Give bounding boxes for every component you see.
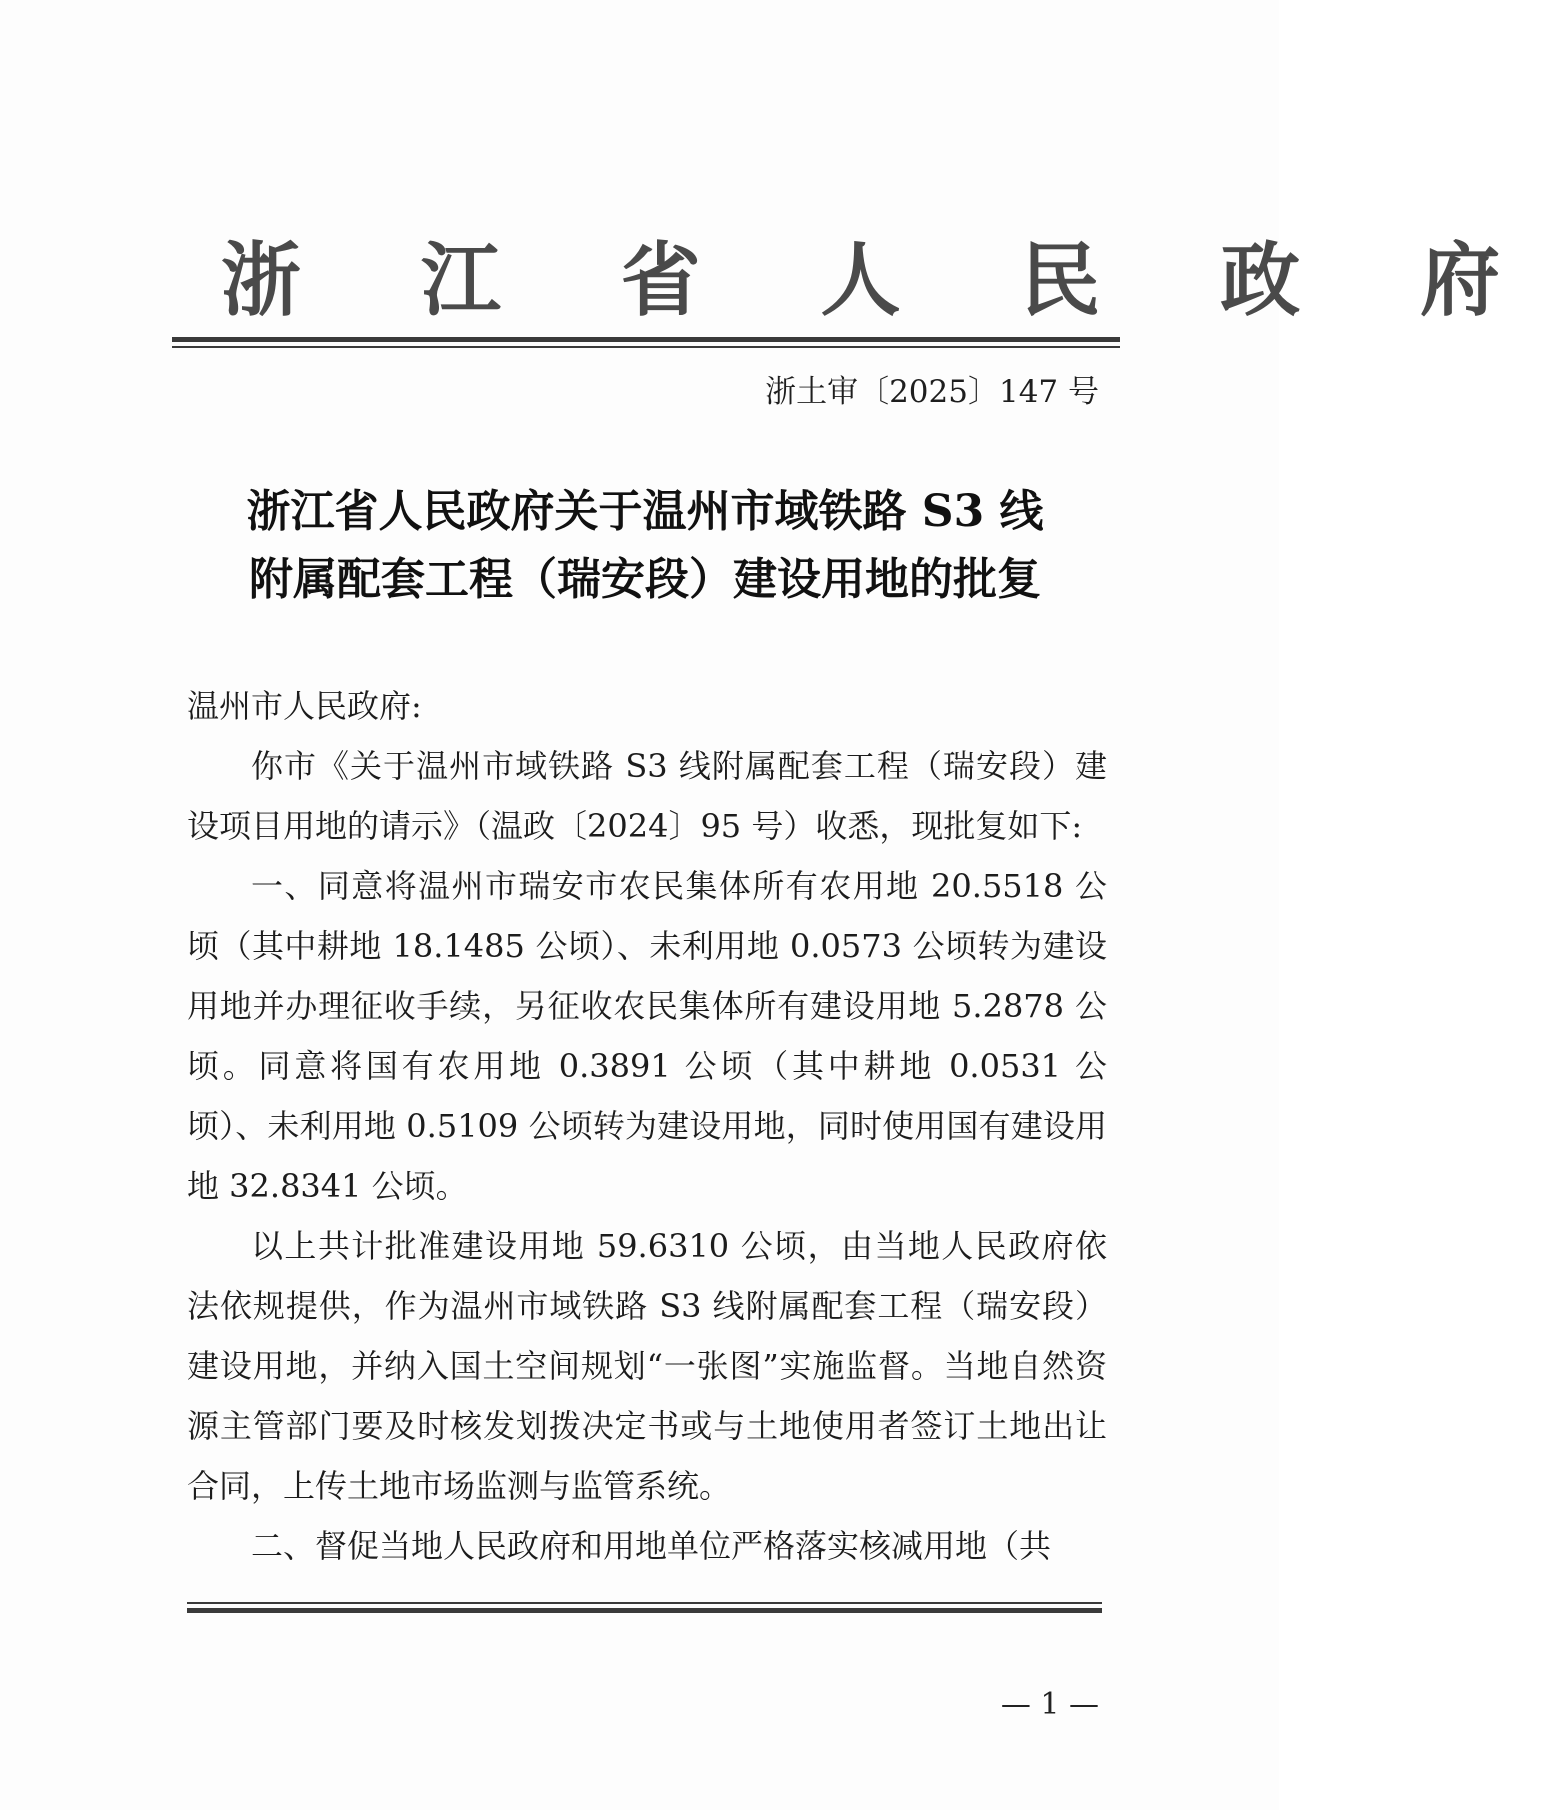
header-rule-thick <box>172 337 1120 342</box>
body-paragraph-4: 二、督促当地人民政府和用地单位严格落实核减用地（共 <box>251 1527 1052 1565</box>
body-paragraph-2: 一、同意将温州市瑞安市农民集体所有农用地 20.5518 公顷（其中耕地 18.1485 公顷）、未利用地 0.0573 公顷转为建设用地并办理征收手续，另征收农民集体所有建设用地 5.2878 公顷。同意将国有农用地 0.3891 公顷（其中耕地 0.0531 公顷）、未利用地 0.5109 公顷转为建设用地，同时使用国有建设用地 32.8341 公顷。 <box>187 867 1107 1205</box>
header-rule-thin <box>172 346 1120 348</box>
document-body <box>187 676 1107 1576</box>
body-paragraph-3: 以上共计批准建设用地 59.6310 公顷，由当地人民政府依法依规提供，作为温州市域铁路 S3 线附属配套工程（瑞安段）建设用地，并纳入国土空间规划“一张图”实施监督。当地自然资源主管部门要及时核发划拨决定书或与土地使用者签订土地出让合同，上传土地市场监测与监管系统。 <box>187 1227 1107 1505</box>
body-paragraph-1: 你市《关于温州市域铁路 S3 线附属配套工程（瑞安段）建设项目用地的请示》（温政〔2024〕95 号）收悉，现批复如下: <box>187 747 1107 845</box>
salutation: 温州市人民政府: <box>187 687 422 725</box>
document-number: 浙土审〔2025〕147 号 <box>765 374 1099 410</box>
document-title <box>175 478 1115 614</box>
issuing-agency-heading: 浙 江 省 人 民 政 府 <box>221 233 1546 327</box>
title-line-1: 浙江省人民政府关于温州市域铁路 S3 线 <box>246 486 1044 537</box>
footer-rule-thick <box>187 1608 1102 1613</box>
title-line-2: 附属配套工程（瑞安段）建设用地的批复 <box>249 554 1041 605</box>
page-number: — 1 — <box>1000 1687 1099 1722</box>
footer-rule-thin <box>187 1602 1102 1604</box>
